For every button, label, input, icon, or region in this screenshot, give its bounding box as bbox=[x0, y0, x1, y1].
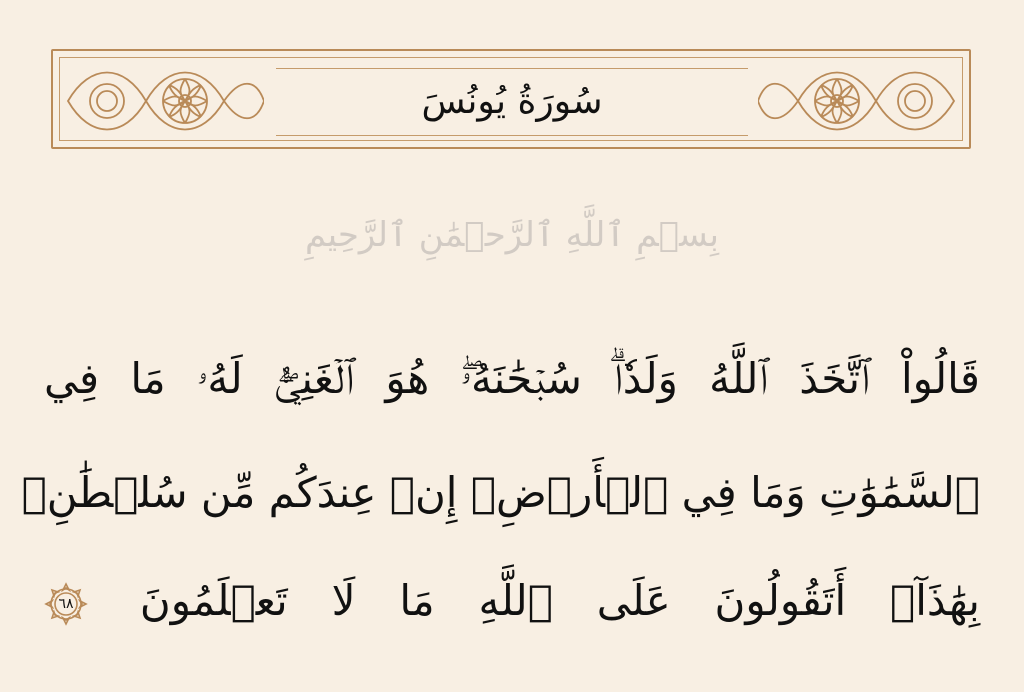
right-arabesque-ornament-icon bbox=[758, 58, 962, 144]
verse-line-3 bbox=[44, 578, 980, 626]
left-arabesque-ornament-icon bbox=[60, 58, 264, 144]
verse-line-2: ٱلسَّمَٰوَٰتِ وَمَا فِي ٱلۡأَرۡضِۚ إِنۡ عِندَكُم مِّن سُلۡطَٰنِۭ bbox=[21, 468, 980, 517]
ayah-number: ٦٨ bbox=[58, 595, 74, 612]
ayah-end-marker bbox=[44, 582, 88, 626]
surah-title: سُورَةُ يُونُسَ bbox=[421, 81, 603, 122]
surah-header-frame bbox=[51, 49, 971, 149]
surah-header-inner-border bbox=[59, 57, 963, 141]
verse-line-3-text: بِهَٰذَآۚ أَتَقُولُونَ عَلَى ٱللَّهِ مَا لَا تَعۡلَمُونَ bbox=[139, 576, 980, 625]
surah-title-panel bbox=[276, 68, 748, 136]
basmala-text: بِسۡمِ ٱللَّهِ ٱلرَّحۡمَٰنِ ٱلرَّحِيمِ bbox=[305, 215, 719, 255]
verse-line-1: قَالُواْ ٱتَّخَذَ ٱللَّهُ وَلَدٗاۗ سُبۡحَٰنَهُۥۖ هُوَ ٱلۡغَنِيُّۖ لَهُۥ مَا فِي bbox=[44, 354, 980, 403]
